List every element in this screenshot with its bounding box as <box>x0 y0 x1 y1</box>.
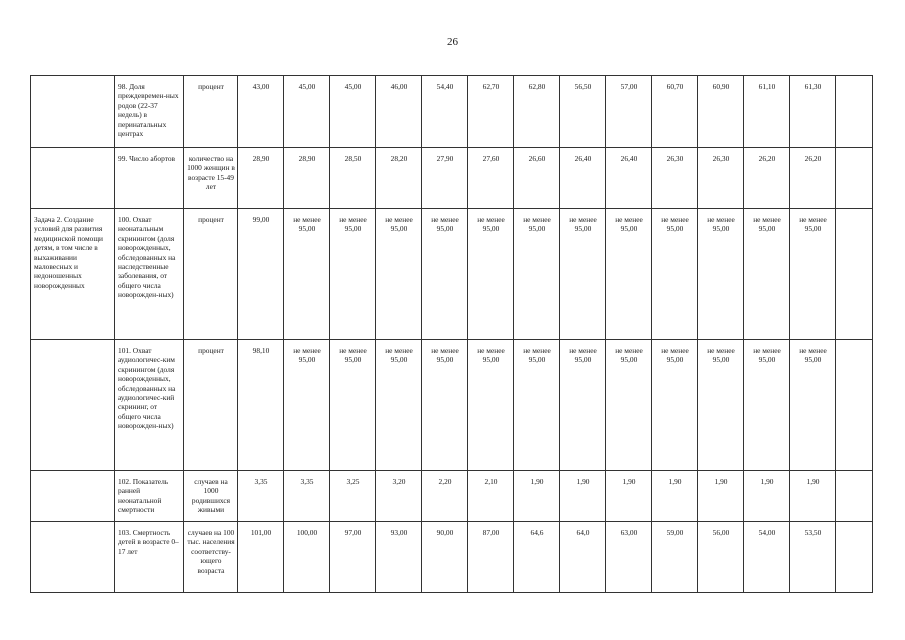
value-cell: 27,90 <box>422 148 468 209</box>
value-cell: 1,90 <box>698 471 744 522</box>
indicator-cell: 101. Охват аудиологичес-ким скринингом (доля новорожденных, обследованных на аудиологичес-кий скрининг, от общего числа новорожден-ных) <box>115 340 184 471</box>
value-cell: 101,00 <box>238 522 284 593</box>
value-cell: 61,10 <box>744 76 790 148</box>
value-cell: 57,00 <box>606 76 652 148</box>
value-cell: не менее 95,00 <box>284 209 330 340</box>
value-cell <box>836 209 873 340</box>
value-cell: 93,00 <box>376 522 422 593</box>
value-cell: 28,20 <box>376 148 422 209</box>
table-row <box>31 76 873 148</box>
value-cell: 60,90 <box>698 76 744 148</box>
value-cell: 45,00 <box>284 76 330 148</box>
value-cell: 28,90 <box>238 148 284 209</box>
indicator-cell: 99. Число абортов <box>115 148 184 209</box>
table-row <box>31 148 873 209</box>
task-cell <box>31 76 115 148</box>
value-cell: не менее 95,00 <box>652 209 698 340</box>
task-cell <box>31 522 115 593</box>
value-cell: 1,90 <box>790 471 836 522</box>
table-row <box>31 522 873 593</box>
value-cell: 26,20 <box>790 148 836 209</box>
value-cell: 99,00 <box>238 209 284 340</box>
unit-cell: случаев на 100 тыс. населения соответству-ющего возраста <box>184 522 238 593</box>
task-cell <box>31 209 115 340</box>
value-cell: 1,90 <box>560 471 606 522</box>
value-cell: 53,50 <box>790 522 836 593</box>
table-row <box>31 471 873 522</box>
value-cell: не менее 95,00 <box>468 209 514 340</box>
value-cell: 27,60 <box>468 148 514 209</box>
unit-cell: процент <box>184 340 238 471</box>
value-cell: 26,40 <box>606 148 652 209</box>
value-cell: 64,6 <box>514 522 560 593</box>
value-cell: 87,00 <box>468 522 514 593</box>
value-cell: 62,80 <box>514 76 560 148</box>
value-cell: 2,20 <box>422 471 468 522</box>
value-cell: 26,40 <box>560 148 606 209</box>
value-cell: 26,60 <box>514 148 560 209</box>
indicator-cell: 100. Охват неонатальным скринингом (доля новорожденных, обследованных на наследственные заболевания, от общего числа новорожден-ных) <box>115 209 184 340</box>
value-cell: не менее 95,00 <box>560 209 606 340</box>
value-cell: не менее 95,00 <box>330 209 376 340</box>
table-row <box>31 209 873 340</box>
task-cell <box>31 148 115 209</box>
value-cell: 60,70 <box>652 76 698 148</box>
value-cell: 43,00 <box>238 76 284 148</box>
value-cell: 62,70 <box>468 76 514 148</box>
unit-cell: процент <box>184 76 238 148</box>
value-cell: не менее 95,00 <box>698 209 744 340</box>
value-cell: не менее 95,00 <box>376 209 422 340</box>
value-cell: не менее 95,00 <box>790 209 836 340</box>
value-cell: 97,00 <box>330 522 376 593</box>
task-label: Задача 2. Создание условий для развития медицинской помощи детям, в том числе в выхаживании маловесных и недоношенных новорожденных <box>34 215 103 290</box>
unit-cell: количество на 1000 женщин в возрасте 15-49 лет <box>184 148 238 209</box>
value-cell: 61,30 <box>790 76 836 148</box>
value-cell: не менее 95,00 <box>744 209 790 340</box>
page-number: 26 <box>447 36 458 48</box>
value-cell: не менее 95,00 <box>468 340 514 471</box>
value-cell <box>836 340 873 471</box>
value-cell: не менее 95,00 <box>284 340 330 471</box>
value-cell: 54,40 <box>422 76 468 148</box>
value-cell: 54,00 <box>744 522 790 593</box>
value-cell: 56,00 <box>698 522 744 593</box>
value-cell: 2,10 <box>468 471 514 522</box>
value-cell <box>836 522 873 593</box>
task-cell <box>31 471 115 522</box>
value-cell: не менее 95,00 <box>790 340 836 471</box>
value-cell: 3,20 <box>376 471 422 522</box>
value-cell: 98,10 <box>238 340 284 471</box>
value-cell: 1,90 <box>652 471 698 522</box>
indicator-cell: 98. Доля преждевремен-ных родов (22-37 недель) в перинатальных центрах <box>115 76 184 148</box>
value-cell: не менее 95,00 <box>744 340 790 471</box>
value-cell: 1,90 <box>514 471 560 522</box>
unit-cell: процент <box>184 209 238 340</box>
value-cell: 1,90 <box>606 471 652 522</box>
value-cell: не менее 95,00 <box>606 209 652 340</box>
value-cell: 3,25 <box>330 471 376 522</box>
value-cell: не менее 95,00 <box>560 340 606 471</box>
value-cell: не менее 95,00 <box>652 340 698 471</box>
value-cell: 46,00 <box>376 76 422 148</box>
value-cell <box>836 76 873 148</box>
value-cell: не менее 95,00 <box>606 340 652 471</box>
value-cell: 59,00 <box>652 522 698 593</box>
value-cell: 26,20 <box>744 148 790 209</box>
value-cell: 1,90 <box>744 471 790 522</box>
value-cell <box>836 471 873 522</box>
indicator-cell: 102. Показатель ранней неонатальной смертности <box>115 471 184 522</box>
value-cell: не менее 95,00 <box>514 340 560 471</box>
value-cell <box>836 148 873 209</box>
value-cell: не менее 95,00 <box>422 209 468 340</box>
value-cell: не менее 95,00 <box>698 340 744 471</box>
value-cell: не менее 95,00 <box>422 340 468 471</box>
task-cell <box>31 340 115 471</box>
value-cell: не менее 95,00 <box>376 340 422 471</box>
value-cell: не менее 95,00 <box>330 340 376 471</box>
value-cell: 3,35 <box>284 471 330 522</box>
value-cell: 63,00 <box>606 522 652 593</box>
indicator-cell: 103. Смертность детей в возрасте 0–17 лет <box>115 522 184 593</box>
value-cell: 45,00 <box>330 76 376 148</box>
indicators-table <box>30 75 873 593</box>
value-cell: 56,50 <box>560 76 606 148</box>
value-cell: 90,00 <box>422 522 468 593</box>
value-cell: 26,30 <box>652 148 698 209</box>
table-body <box>31 76 873 593</box>
value-cell: 64,0 <box>560 522 606 593</box>
value-cell: 28,90 <box>284 148 330 209</box>
value-cell: не менее 95,00 <box>514 209 560 340</box>
unit-cell: случаев на 1000 родившихся живыми <box>184 471 238 522</box>
value-cell: 3,35 <box>238 471 284 522</box>
value-cell: 100,00 <box>284 522 330 593</box>
table-row <box>31 340 873 471</box>
value-cell: 26,30 <box>698 148 744 209</box>
value-cell: 28,50 <box>330 148 376 209</box>
